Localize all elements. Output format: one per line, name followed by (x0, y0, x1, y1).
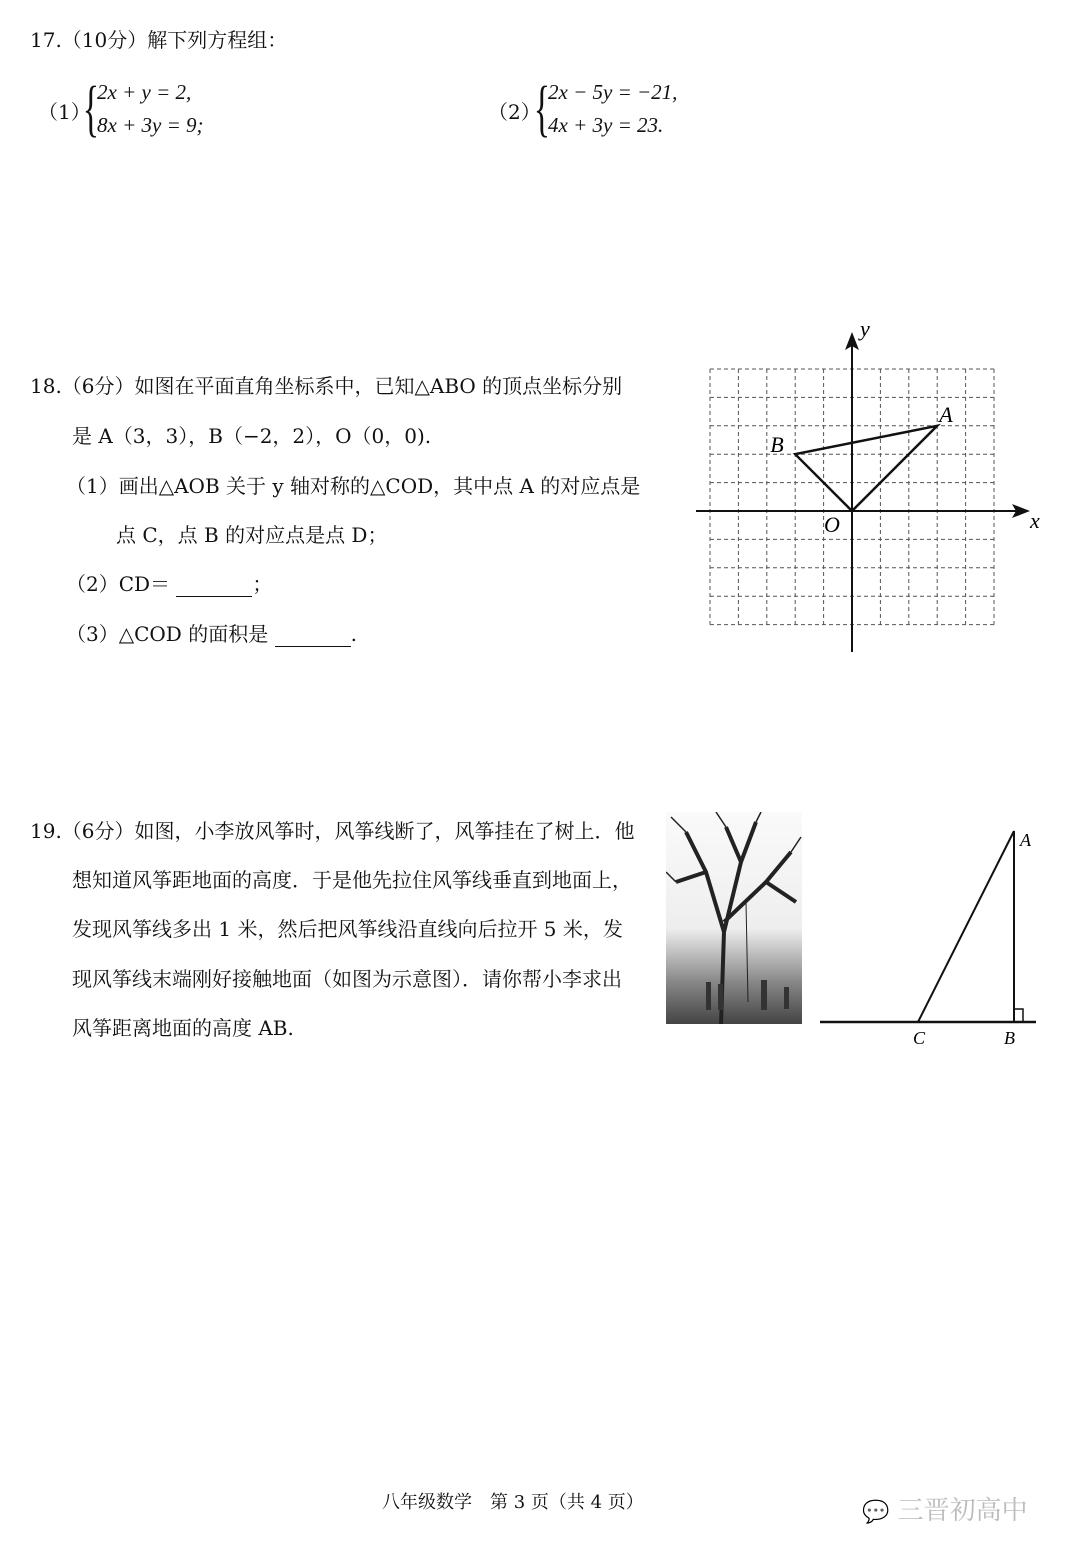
q18-sub1b: 点 C，点 B 的对应点是点 D； (116, 523, 388, 547)
answer-blank-cd[interactable] (176, 578, 252, 597)
right-angle-mark (1014, 1009, 1023, 1022)
kite-tree-photo (666, 812, 802, 1024)
q19-line1: 19.（6分）如图，小李放风筝时，风筝线断了，风筝挂在了树上．他 (30, 819, 635, 843)
label-b: B (1004, 1028, 1015, 1048)
q17-p1-eq1: 2x + y = 2, (97, 80, 192, 104)
coordinate-figure (690, 318, 1050, 658)
label-a: A (939, 401, 953, 427)
q18-sub2-end: ； (252, 572, 273, 596)
kite-diagram (818, 825, 1048, 1055)
q18-line2: 是 A（3，3），B（−2，2），O（0，0). (72, 424, 432, 448)
label-c: C (913, 1028, 926, 1048)
q19-line4: 现风筝线末端刚好接触地面（如图为示意图）．请你帮小李求出 (72, 967, 622, 991)
q18-sub1a: （1）画出△AOB 关于 y 轴对称的△COD，其中点 A 的对应点是 (66, 474, 641, 498)
q17-header: 17.（10分）解下列方程组： (30, 28, 288, 52)
label-b: B (770, 432, 784, 458)
answer-blank-area[interactable] (275, 628, 351, 647)
watermark (862, 1490, 1028, 1527)
q17-p1-eq2: 8x + 3y = 9; (97, 113, 204, 137)
q18-line1: 18.（6分）如图在平面直角坐标系中，已知△ABO 的顶点坐标分别 (30, 374, 623, 398)
wechat-icon: 💬 (862, 1500, 890, 1525)
y-label: y (860, 318, 870, 341)
q17-part2-label: （2） (488, 100, 541, 124)
q19-line2: 想知道风筝距地面的高度．于是他先拉住风筝线垂直到地面上， (72, 868, 632, 892)
segment-ac (918, 831, 1014, 1022)
q18-sub3-text: （3）△COD 的面积是 (66, 622, 269, 646)
q18-sub3-end: . (350, 622, 357, 646)
q17-p2-eq1: 2x − 5y = −21, (548, 80, 678, 104)
tree-icon (666, 812, 802, 1024)
x-label: x (1030, 508, 1040, 533)
label-a: A (1020, 830, 1031, 850)
triangle-abo (795, 426, 937, 511)
q19-line5: 风筝距离地面的高度 AB. (72, 1016, 294, 1040)
page-footer: 八年级数学 第 3 页（共 4 页） (382, 1492, 644, 1513)
brace-1: { (82, 75, 100, 143)
q19-line3: 发现风筝线多出 1 米，然后把风筝线沿直线向后拉开 5 米，发 (72, 917, 623, 941)
brace-2: { (533, 75, 551, 143)
q18-sub3 (66, 618, 357, 647)
q17-part1-label: （1） (38, 100, 91, 124)
q17-p2-eq2: 4x + 3y = 23. (548, 113, 664, 137)
watermark-text: 三晋初高中 (897, 1496, 1028, 1526)
q18-sub2 (66, 568, 272, 597)
label-o: O (824, 512, 840, 537)
q18-sub2-text: （2）CD＝ (66, 572, 171, 596)
